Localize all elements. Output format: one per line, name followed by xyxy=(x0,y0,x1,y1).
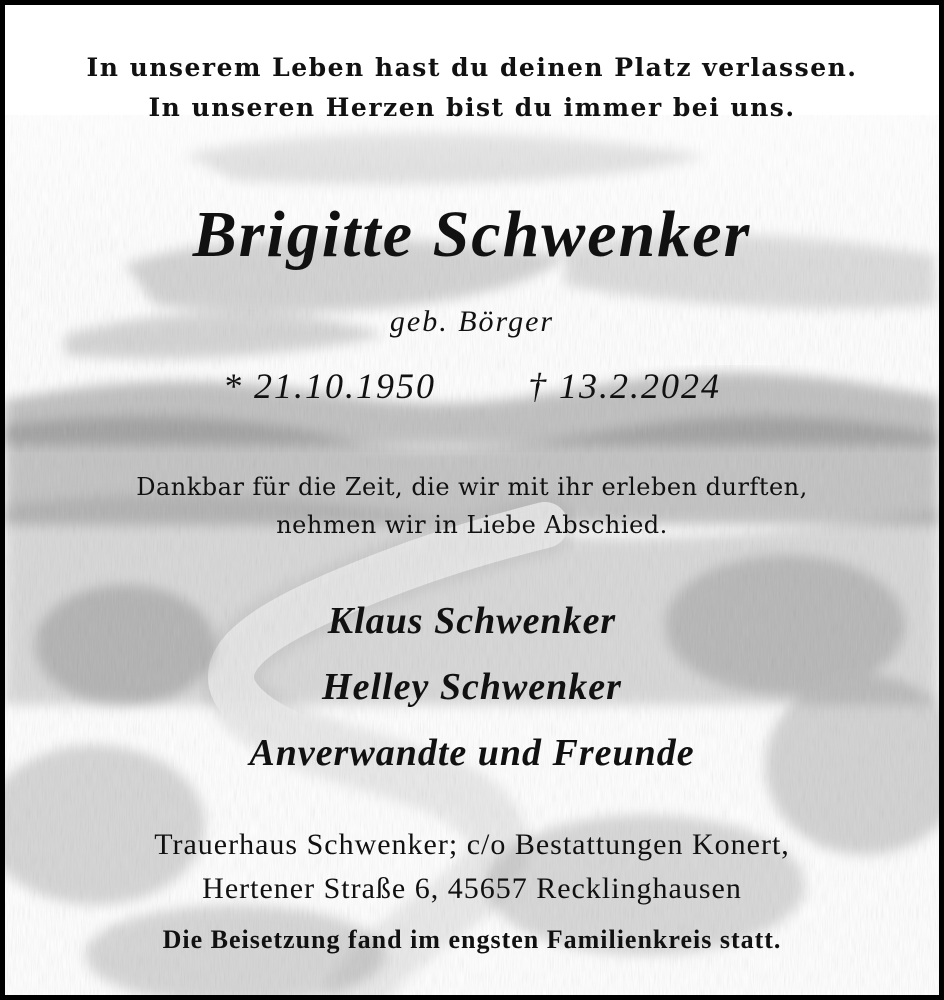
mourner-3: Anverwandte und Freunde xyxy=(249,732,695,774)
notice-text xyxy=(5,5,939,995)
mourner-2: Helley Schwenker xyxy=(322,666,622,708)
burial-note: Die Beisetzung fand im engsten Familienkreis statt. xyxy=(162,925,782,954)
motto-line-1: In unserem Leben hast du deinen Platz verlassen. xyxy=(86,53,858,82)
birth-name: geb. Börger xyxy=(389,305,555,338)
birth-date: * 21.10.1950 xyxy=(223,366,436,406)
thanks-line-1: Dankbar für die Zeit, die wir mit ihr erleben durften, xyxy=(136,473,808,501)
address-line-1: Trauerhaus Schwenker; c/o Bestattungen Konert, xyxy=(154,828,790,861)
address-line-2: Hertener Straße 6, 45657 Recklinghausen xyxy=(202,872,742,905)
thanks-line-2: nehmen wir in Liebe Abschied. xyxy=(276,511,668,539)
mourner-1: Klaus Schwenker xyxy=(327,600,617,642)
death-date: † 13.2.2024 xyxy=(528,366,721,406)
deceased-name: Brigitte Schwenker xyxy=(192,198,752,271)
life-dates xyxy=(5,365,939,407)
motto-line-2: In unseren Herzen bist du immer bei uns. xyxy=(148,93,796,122)
